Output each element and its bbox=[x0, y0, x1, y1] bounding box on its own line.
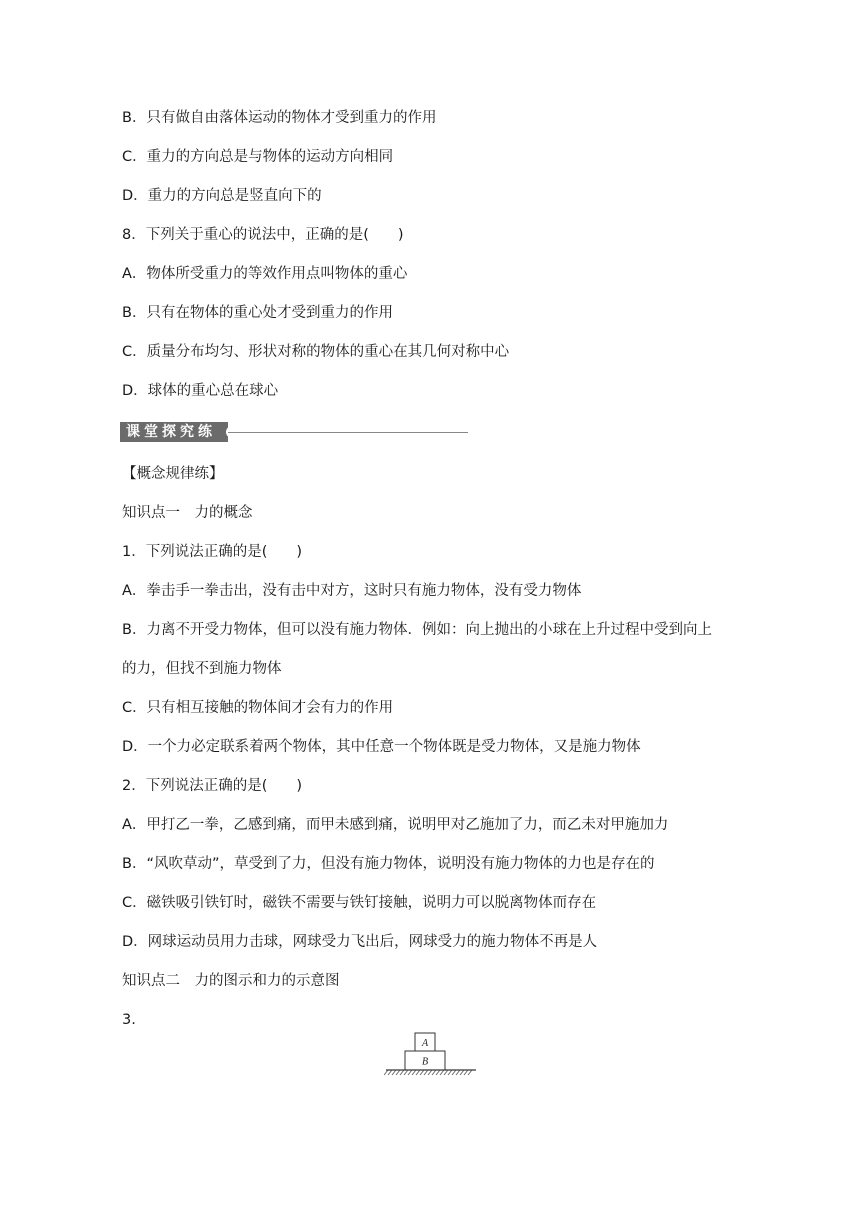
hatch-mark bbox=[400, 1070, 404, 1075]
hatch-mark bbox=[416, 1070, 420, 1075]
hatch-mark bbox=[428, 1070, 432, 1075]
block-b-label: B bbox=[421, 1056, 429, 1068]
option-8d: D．球体的重心总在球心 bbox=[122, 383, 279, 399]
hatch-mark bbox=[392, 1070, 396, 1075]
option-2a: A．甲打乙一拳，乙感到痛，而甲未感到痛，说明甲对乙施加了力，而乙未对甲施加力 bbox=[122, 817, 669, 833]
question-1: 1．下列说法正确的是( ) bbox=[122, 544, 303, 560]
hatch-mark bbox=[448, 1070, 452, 1075]
hatch-mark bbox=[436, 1070, 440, 1075]
hatch-mark bbox=[460, 1070, 464, 1075]
option-8a: A．物体所受重力的等效作用点叫物体的重心 bbox=[122, 266, 408, 282]
question-8: 8．下列关于重心的说法中，正确的是( ) bbox=[122, 227, 404, 243]
ground-hatching bbox=[384, 1070, 472, 1075]
option-8b: B．只有在物体的重心处才受到重力的作用 bbox=[122, 305, 393, 321]
option-1c: C．只有相互接触的物体间才会有力的作用 bbox=[122, 700, 394, 716]
hatch-mark bbox=[444, 1070, 448, 1075]
hatch-mark bbox=[396, 1070, 400, 1075]
option-2b: B．“风吹草动”，草受到了力，但没有施力物体，说明没有施力物体的力也是存在的 bbox=[122, 856, 655, 872]
option-7c: C．重力的方向总是与物体的运动方向相同 bbox=[122, 149, 394, 165]
hatch-mark bbox=[464, 1070, 468, 1075]
section-banner-box bbox=[120, 422, 228, 442]
option-2c: C．磁铁吸引铁钉时，磁铁不需要与铁钉接触，说明力可以脱离物体而存在 bbox=[122, 895, 597, 911]
subsection-heading: 【概念规律练】 bbox=[122, 466, 224, 482]
hatch-mark bbox=[388, 1070, 392, 1075]
question-3: 3. bbox=[122, 1012, 136, 1028]
option-7b: B．只有做自由落体运动的物体才受到重力的作用 bbox=[122, 110, 437, 126]
option-8c: C．质量分布均匀、形状对称的物体的重心在其几何对称中心 bbox=[122, 344, 510, 360]
option-2d: D．网球运动员用力击球，网球受力飞出后，网球受力的施力物体不再是人 bbox=[122, 934, 598, 950]
section-banner bbox=[120, 422, 468, 442]
section-banner-title: 课堂探究练 bbox=[126, 424, 216, 440]
block-a-label: A bbox=[421, 1038, 429, 1049]
hatch-mark bbox=[408, 1070, 412, 1075]
option-7d: D．重力的方向总是竖直向下的 bbox=[122, 188, 322, 204]
option-1b-continued: 的力，但找不到施力物体 bbox=[122, 661, 282, 677]
hatch-mark bbox=[420, 1070, 424, 1075]
hatch-mark bbox=[468, 1070, 472, 1075]
knowledge-point-2: 知识点二 力的图示和力的示意图 bbox=[122, 973, 340, 989]
option-1d: D．一个力必定联系着两个物体，其中任意一个物体既是受力物体，又是施力物体 bbox=[122, 739, 641, 755]
hatch-mark bbox=[440, 1070, 444, 1075]
hatch-mark bbox=[412, 1070, 416, 1075]
hatch-mark bbox=[432, 1070, 436, 1075]
option-1b: B．力离不开受力物体，但可以没有施力物体．例如：向上抛出的小球在上升过程中受到向上 bbox=[122, 622, 712, 638]
stacked-blocks-figure bbox=[384, 1030, 478, 1080]
hatch-mark bbox=[456, 1070, 460, 1075]
question-2: 2．下列说法正确的是( ) bbox=[122, 778, 303, 794]
hatch-mark bbox=[424, 1070, 428, 1075]
hatch-mark bbox=[452, 1070, 456, 1075]
hatch-mark bbox=[404, 1070, 408, 1075]
knowledge-point-1: 知识点一 力的概念 bbox=[122, 505, 253, 521]
section-divider bbox=[228, 432, 468, 433]
hatch-mark bbox=[384, 1070, 388, 1075]
option-1a: A．拳击手一拳击出，没有击中对方，这时只有施力物体，没有受力物体 bbox=[122, 583, 582, 599]
